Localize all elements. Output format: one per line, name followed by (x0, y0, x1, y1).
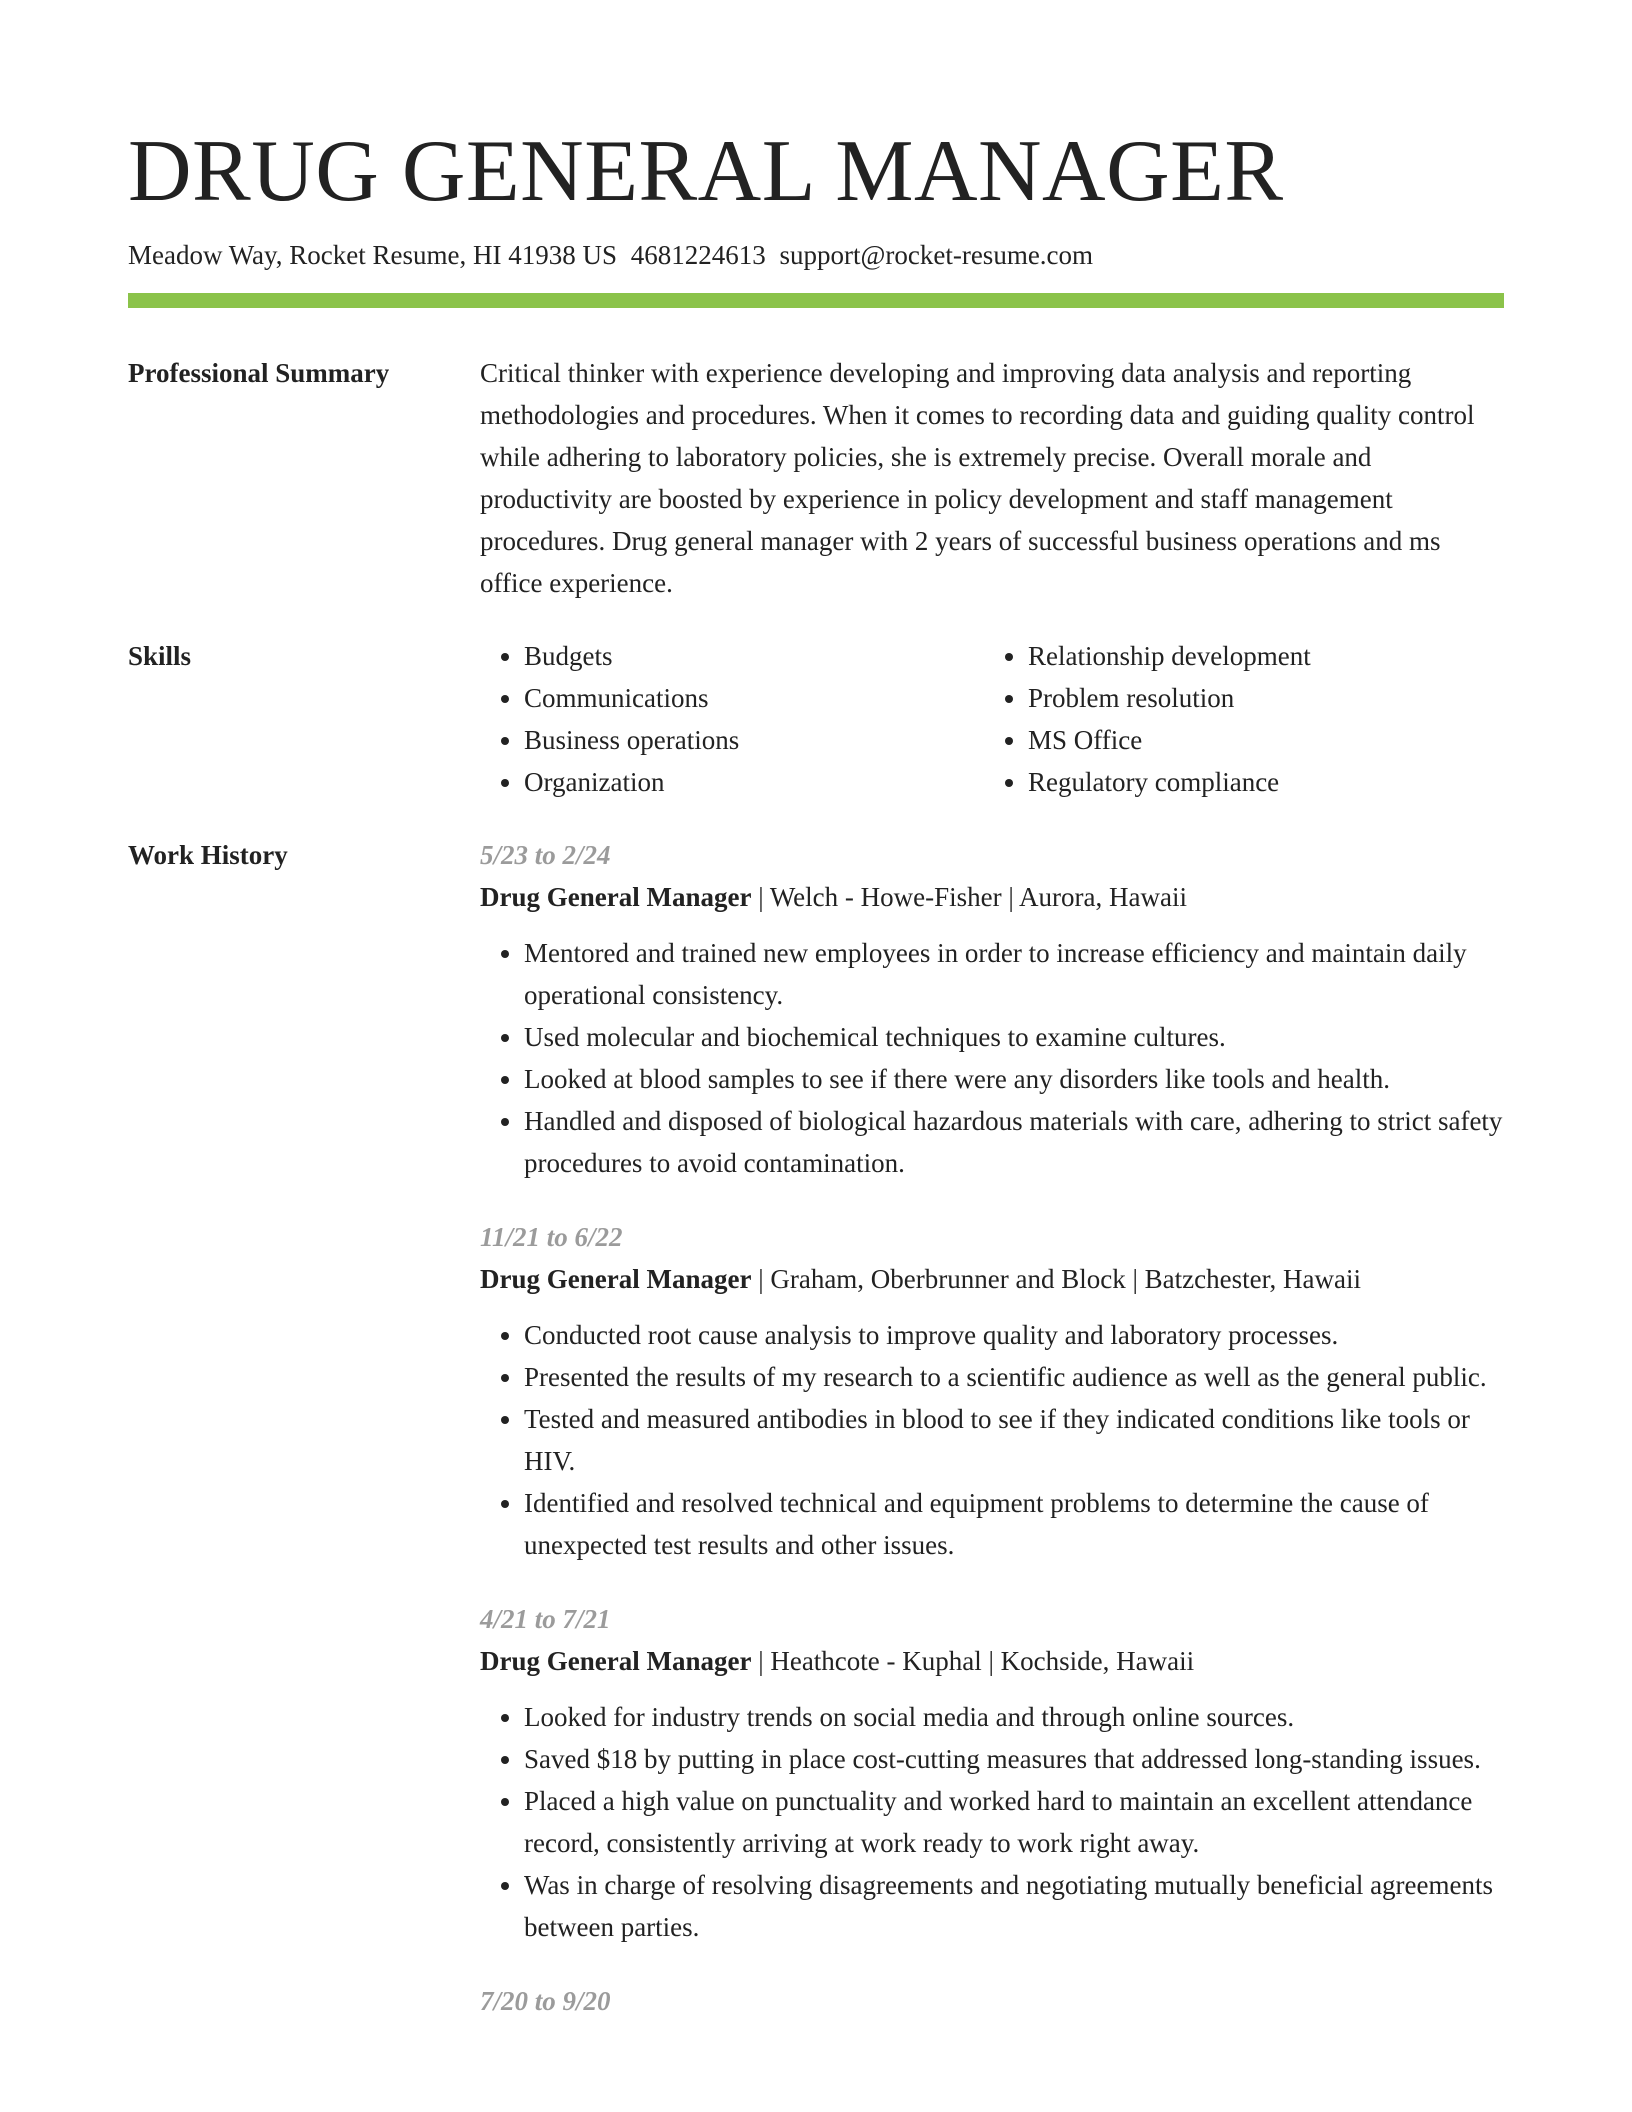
job-dates: 7/20 to 9/20 (480, 1986, 611, 2016)
job-bullet: • Handled and disposed of biological hazardous materials with care, adhering to strict safety procedures to avoid contamination. (524, 1100, 1504, 1184)
job-bullet: • Placed a high value on punctuality and worked hard to maintain an excellent attendance record, consistently arriving at work ready to work right away. (524, 1780, 1504, 1864)
work-history-section (128, 834, 1504, 2022)
job-bullets (480, 1696, 1504, 1948)
contact-address: Meadow Way, Rocket Resume, HI 41938 US (128, 240, 618, 270)
job-bullet: • Used molecular and biochemical techniques to examine cultures. (524, 1016, 1504, 1058)
job-details: | Heathcote - Kuphal | Kochside, Hawaii (751, 1646, 1195, 1676)
skill-item: • MS Office (1028, 719, 1488, 761)
skills-list-right (984, 635, 1488, 803)
job-dates: 5/23 to 2/24 (480, 840, 611, 870)
job-details: | Welch - Howe-Fisher | Aurora, Hawaii (751, 882, 1187, 912)
job-bullet: • Mentored and trained new employees in order to increase efficiency and maintain daily operational consistency. (524, 932, 1504, 1016)
job-dates: 4/21 to 7/21 (480, 1604, 611, 1634)
skill-item: • Relationship development (1028, 635, 1488, 677)
summary-section (128, 352, 1504, 604)
skills-list-left (480, 635, 984, 803)
job-title: Drug General Manager (480, 882, 752, 912)
skill-item: • Communications (524, 677, 984, 719)
job-bullet: • Conducted root cause analysis to improve quality and laboratory processes. (524, 1314, 1504, 1356)
job-bullet: • Looked for industry trends on social media and through online sources. (524, 1696, 1504, 1738)
contact-line (128, 235, 1504, 275)
skill-item: • Budgets (524, 635, 984, 677)
job-bullet: • Identified and resolved technical and equipment problems to determine the cause of unexpected test results and other issues. (524, 1482, 1504, 1566)
work-history-heading: Work History (128, 840, 288, 870)
job-bullet: • Saved $18 by putting in place cost-cutting measures that addressed long-standing issues. (524, 1738, 1504, 1780)
skills-section (128, 635, 1504, 803)
job-details: | Graham, Oberbrunner and Block | Batzchester, Hawaii (751, 1264, 1361, 1294)
job-title: Drug General Manager (480, 1646, 752, 1676)
contact-phone: 4681224613 (630, 240, 766, 270)
job-title: Drug General Manager (480, 1264, 752, 1294)
job-heading (480, 1640, 1504, 1682)
contact-email: support@rocket-resume.com (779, 240, 1094, 270)
skill-item: • Organization (524, 761, 984, 803)
job-bullet: • Looked at blood samples to see if there were any disorders like tools and health. (524, 1058, 1504, 1100)
job-entry (480, 1598, 1504, 1948)
summary-text: Critical thinker with experience developing and improving data analysis and reporting methodologies and procedures. When it comes to recording data and guiding quality control while adhering to laboratory policies, she is extremely precise. Overall morale and productivity are boosted by experience in policy development and staff management procedures. Drug general manager with 2 years of successful business operations and ms office experience. (480, 358, 1475, 598)
skills-heading: Skills (128, 641, 192, 671)
job-heading (480, 1258, 1504, 1300)
job-entry (480, 1216, 1504, 1566)
skill-item: • Regulatory compliance (1028, 761, 1488, 803)
skill-item: • Problem resolution (1028, 677, 1488, 719)
job-bullet: • Was in charge of resolving disagreements and negotiating mutually beneficial agreements between parties. (524, 1864, 1504, 1948)
job-bullet: • Presented the results of my research to a scientific audience as well as the general public. (524, 1356, 1504, 1398)
job-bullets (480, 1314, 1504, 1566)
job-heading (480, 876, 1504, 918)
summary-heading: Professional Summary (128, 358, 390, 388)
resume-page (128, 0, 1504, 2022)
job-entry (480, 1980, 1504, 2022)
job-entry (480, 834, 1504, 1184)
job-dates: 11/21 to 6/22 (480, 1222, 623, 1252)
job-bullets (480, 932, 1504, 1184)
job-bullet: • Tested and measured antibodies in blood to see if they indicated conditions like tools or HIV. (524, 1398, 1504, 1482)
skill-item: • Business operations (524, 719, 984, 761)
header-divider (128, 293, 1504, 308)
resume-name: DRUG GENERAL MANAGER (128, 123, 1284, 220)
